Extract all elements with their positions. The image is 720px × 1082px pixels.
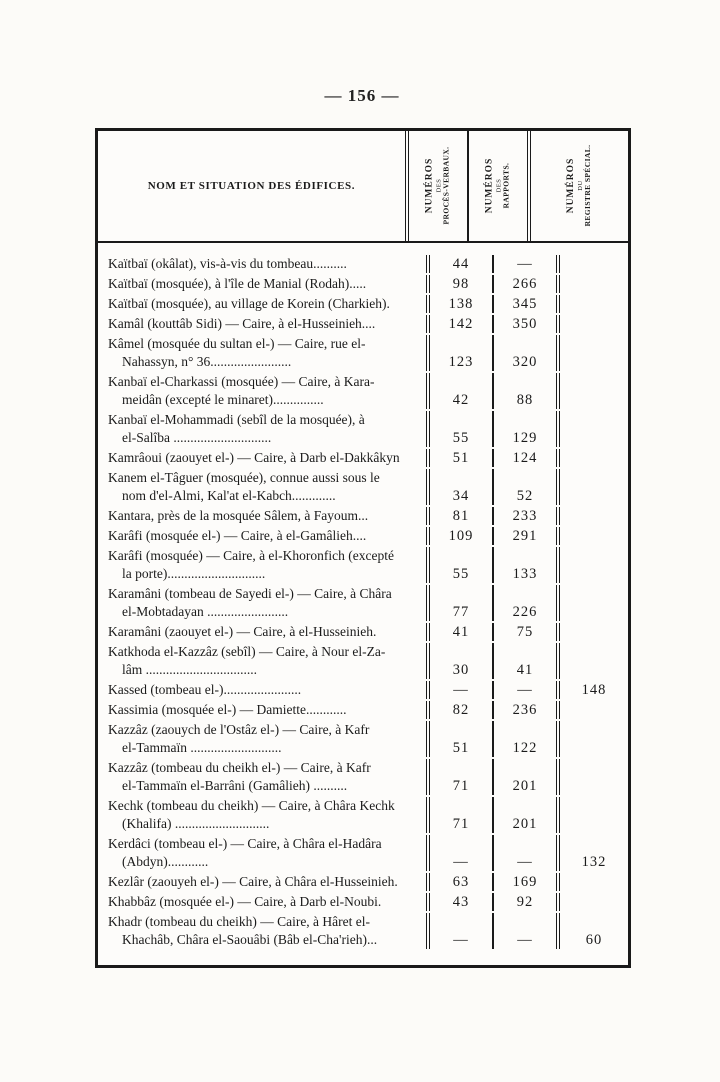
registre-number [560,873,628,891]
rapports-number: 124 [494,449,560,467]
edifice-name-line: lâm ................................. [122,662,257,677]
edifice-name-line: nom d'el-Almi, Kal'at el-Kabch............. [122,488,336,503]
table-row [98,643,628,679]
edifice-name [98,547,430,583]
table-row [98,701,628,719]
proces-verbaux-number: 30 [430,643,494,679]
proces-verbaux-number: 98 [430,275,494,293]
registre-number [560,411,628,447]
edifice-name [98,255,430,273]
rapports-number: 52 [494,469,560,505]
edifices-table [95,128,631,968]
registre-number [560,275,628,293]
header-cell-registre [531,131,628,241]
table-row [98,335,628,371]
edifice-name-line: Khabbâz (mosquée el-) — Caire, à Darb el-Noubi. [108,894,382,909]
table-row [98,681,628,699]
edifice-name-line: Nahassyn, n° 36........................ [122,354,292,369]
edifice-name [98,335,430,371]
rapports-number: 122 [494,721,560,757]
rapports-number: 41 [494,643,560,679]
edifice-name-line: (Khalifa) ............................ [122,816,270,831]
registre-number [560,797,628,833]
table-row [98,507,628,525]
rapports-number: 291 [494,527,560,545]
rapports-number: 236 [494,701,560,719]
rapports-number: — [494,681,560,699]
rapports-number: 75 [494,623,560,641]
rapports-number: — [494,835,560,871]
registre-number: 60 [585,932,603,948]
table-row [98,835,628,871]
registre-number [560,295,628,313]
rapports-number: 133 [494,547,560,583]
edifice-name-line: Kâmel (mosquée du sultan el-) — Caire, rue el- [108,336,366,351]
edifice-name-line: Kanem el-Tâguer (mosquée), connue aussi sous le [108,470,380,485]
table-row [98,527,628,545]
edifice-name-line: Khachâb, Châra el-Saouâbi (Bâb el-Cha'rieh)... [122,932,378,947]
rapports-number: 201 [494,759,560,795]
rapports-number: — [494,913,560,949]
header-pv-line3: PROCÈS-VERBAUX. [441,147,451,225]
page-number: — 156 — [324,86,400,105]
table-row [98,913,628,949]
header-rap-line2: DES [495,179,503,193]
rapports-number: 201 [494,797,560,833]
proces-verbaux-number: 55 [430,411,494,447]
edifice-name-line: Karamâni (tombeau de Sayedi el-) — Caire, à Châra [108,586,392,601]
edifice-name-line: Kezlâr (zaouyeh el-) — Caire, à Châra el-Husseinieh. [108,874,398,889]
proces-verbaux-number: 63 [430,873,494,891]
edifice-name-line: Kassed (tombeau el-)....................... [108,682,302,697]
edifice-name [98,623,430,641]
edifice-name-line: Kamâl (kouttâb Sidi) — Caire, à el-Husseinieh.... [108,316,376,331]
registre-number: 132 [581,854,607,870]
edifice-name-line: Kanbaï el-Mohammadi (sebîl de la mosquée), à [108,412,365,427]
proces-verbaux-number: 123 [430,335,494,371]
table-row [98,315,628,333]
proces-verbaux-number: 42 [430,373,494,409]
registre-number [560,469,628,505]
proces-verbaux-number: 71 [430,759,494,795]
edifice-name [98,797,430,833]
proces-verbaux-number: 142 [430,315,494,333]
header-reg-line2: DU [576,180,584,192]
table-row [98,623,628,641]
table-body [98,243,628,965]
edifice-name-line: Khadr (tombeau du cheikh) — Caire, à Hâret el- [108,914,371,929]
header-cell-proces-verbaux [409,131,469,241]
registre-number [560,585,628,621]
header-proces-verbaux-label [424,147,451,225]
edifice-name-line: Kazzâz (tombeau du cheikh el-) — Caire, à Kafr [108,760,371,775]
edifice-name-line: Karâfi (mosquée el-) — Caire, à el-Gamâlieh.... [108,528,367,543]
edifice-name [98,315,430,333]
header-pv-line2: DES [435,179,443,193]
edifice-name [98,449,430,467]
header-cell-nom [98,131,409,241]
edifice-name [98,759,430,795]
proces-verbaux-number: 55 [430,547,494,583]
edifice-name [98,527,430,545]
table-row [98,469,628,505]
rapports-number: 169 [494,873,560,891]
edifice-name [98,893,430,911]
edifice-name [98,469,430,505]
edifice-name-line: Kamrâoui (zaouyet el-) — Caire, à Darb el-Dakkâkyn [108,450,400,465]
proces-verbaux-number: 77 [430,585,494,621]
table-row [98,449,628,467]
registre-number [560,507,628,525]
rapports-number: 350 [494,315,560,333]
proces-verbaux-number: 138 [430,295,494,313]
edifice-name [98,507,430,525]
edifice-name-line: Karamâni (zaouyet el-) — Caire, à el-Husseinieh. [108,624,377,639]
header-reg-line3: REGISTRE SPÉCIAL. [583,145,593,227]
rapports-number: 226 [494,585,560,621]
edifice-name-line: el-Tammaïn el-Barrâni (Gamâlieh) .......... [122,778,348,793]
proces-verbaux-number: — [430,913,494,949]
edifice-name [98,681,430,699]
registre-number [560,449,628,467]
edifice-name-line: Kaïtbaï (okâlat), vis-à-vis du tombeau.......... [108,256,347,271]
registre-number [560,373,628,409]
table-row [98,411,628,447]
table-row [98,873,628,891]
header-registre-label [566,137,593,234]
registre-number [560,547,628,583]
edifice-name [98,585,430,621]
proces-verbaux-number: — [430,681,494,699]
registre-number [560,623,628,641]
header-reg-line1: NUMÉROS [565,158,576,214]
edifice-name-line: Kassimia (mosquée el-) — Damiette............ [108,702,347,717]
edifice-name-line: el-Tammaïn ........................... [122,740,282,755]
edifice-name [98,835,430,871]
proces-verbaux-number: 82 [430,701,494,719]
header-rap-line1: NUMÉROS [484,158,495,214]
rapports-number: 345 [494,295,560,313]
table-row [98,547,628,583]
rapports-number: 320 [494,335,560,371]
edifice-name [98,275,430,293]
proces-verbaux-number: 109 [430,527,494,545]
proces-verbaux-number: 44 [430,255,494,273]
edifice-name [98,721,430,757]
proces-verbaux-number: 51 [430,721,494,757]
registre-number [560,255,628,273]
rapports-number: 266 [494,275,560,293]
edifice-name [98,295,430,313]
proces-verbaux-number: 34 [430,469,494,505]
edifice-name-line: Kanbaï el-Charkassi (mosquée) — Caire, à Kara- [108,374,375,389]
proces-verbaux-number: 41 [430,623,494,641]
edifice-name-line: Kerdâci (tombeau el-) — Caire, à Châra el-Hadâra [108,836,382,851]
edifice-name [98,913,430,949]
edifice-name-line: (Abdyn)............ [122,854,209,869]
registre-number [560,315,628,333]
registre-number [560,643,628,679]
edifice-name [98,701,430,719]
rapports-number: 129 [494,411,560,447]
registre-number [560,701,628,719]
header-rap-line3: RAPPORTS. [501,163,511,209]
table-row [98,721,628,757]
edifice-name-line: el-Salîba ............................. [122,430,272,445]
edifice-name-line: Kaïtbaï (mosquée), au village de Korein (Charkieh). [108,296,390,311]
edifice-name-line: Kantara, près de la mosquée Sâlem, à Fayoum... [108,508,369,523]
proces-verbaux-number: 51 [430,449,494,467]
proces-verbaux-number: 81 [430,507,494,525]
edifice-name [98,873,430,891]
edifice-name-line: el-Mobtadayan ........................ [122,604,289,619]
edifice-name-line: Kechk (tombeau du cheikh) — Caire, à Châra Kechk [108,798,395,813]
proces-verbaux-number: — [430,835,494,871]
table-row [98,295,628,313]
table-header [98,131,628,243]
table-row [98,797,628,833]
registre-number [560,335,628,371]
registre-number: 148 [581,682,607,698]
header-cell-rapports [469,131,531,241]
rapports-number: — [494,255,560,273]
edifice-name-line: Kaïtbaï (mosquée), à l'île de Manial (Rodah)..... [108,276,367,291]
header-pv-line1: NUMÉROS [424,158,435,214]
registre-number [560,721,628,757]
edifice-name [98,373,430,409]
registre-number [560,759,628,795]
rapports-number: 88 [494,373,560,409]
table-row [98,255,628,273]
edifice-name [98,411,430,447]
table-row [98,585,628,621]
table-row [98,373,628,409]
edifice-name [98,643,430,679]
registre-number [560,893,628,911]
edifice-name-line: Karâfi (mosquée) — Caire, à el-Khoronfich (excepté [108,548,394,563]
table-row [98,275,628,293]
header-nom-label: NOM ET SITUATION DES ÉDIFICES. [147,180,356,192]
registre-number [560,527,628,545]
proces-verbaux-number: 71 [430,797,494,833]
table-row [98,759,628,795]
edifice-name-line: la porte)............................. [122,566,266,581]
header-rapports-label [484,157,511,215]
rapports-number: 92 [494,893,560,911]
edifice-name-line: Katkhoda el-Kazzâz (sebîl) — Caire, à Nour el-Za- [108,644,386,659]
edifice-name-line: meidân (excepté le minaret)............... [122,392,324,407]
rapports-number: 233 [494,507,560,525]
edifice-name-line: Kazzâz (zaouych de l'Ostâz el-) — Caire, à Kafr [108,722,370,737]
proces-verbaux-number: 43 [430,893,494,911]
table-row [98,893,628,911]
